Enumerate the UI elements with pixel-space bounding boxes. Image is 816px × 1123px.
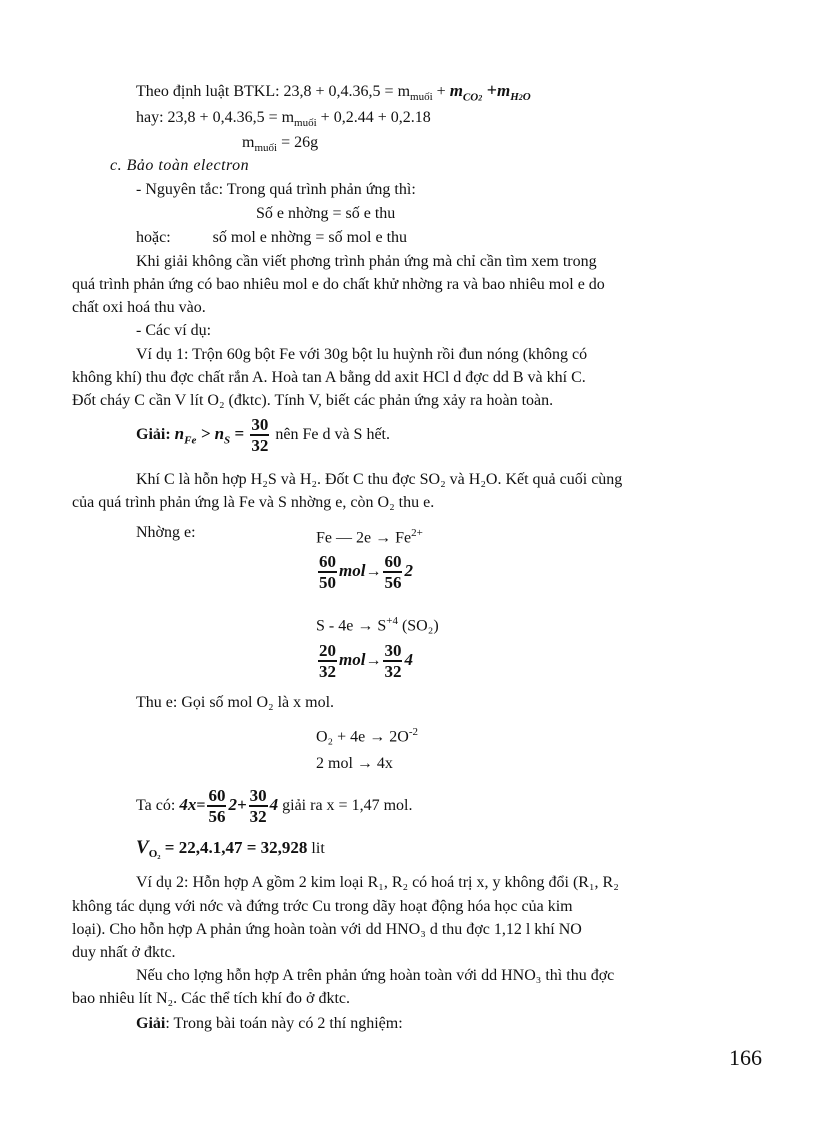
paragraph-line: Khi giải không cần viết phơng trình phản ứng mà chỉ cần tìm xem trong [136,253,597,270]
o2-half-reaction: $O_2 + 4e \to 2O^{-2}$ [316,726,418,746]
fe-mol-expression: $\frac{60}{50}$ mol→ $\frac{60}{56}$ 2 [319,552,413,593]
example2-line: không tác dụng với nớc và đứng trớc Cu trong dãy hoạt động hóa học của kim [72,898,573,915]
principle-line: - Nguyên tắc: Trong quá trình phản ứng thì: [136,181,416,198]
muoi-subscript: muối [294,117,317,130]
example1-line: Ví dụ 1: Trộn 60g bột Fe với 30g bột lu huỳnh rồi đun nóng (không có [136,346,588,363]
section-heading-bao-toan-electron: c. Bảo toàn electron [110,157,250,174]
donate-electron-label: Nhờng e: [136,524,196,541]
gas-c-line: của quá trình phản ứng là Fe và S nhờng e, còn O₂ thu e. [72,494,435,511]
m-co2: $m_{CO2}$ [449,81,483,104]
example2-line: duy nhất ở đktc. [72,944,176,961]
page-number: 166 [729,1045,762,1070]
examples-label: - Các ví dụ: [136,322,212,339]
electron-equality-1: Số e nhờng = số e thu [256,205,396,222]
receive-electron-line: Thu e: Gọi số mol O₂ là x mol. [136,694,335,711]
fraction: $\frac{30}{32}$ [251,415,269,456]
gas-c-line: Khí C là hỗn hợp H₂S và H₂. Đốt C thu đợc SO₂ và H₂O. Kết quả cuối cùng [136,471,623,488]
hay-tail: + 0,2.44 + 0,2.18 [316,109,431,126]
muoi-subscript: muối [410,91,433,104]
volume-o2-result: $V_{O_2} = 22,4.1,47 = 32,928$ lit [136,837,325,861]
hay-text: hay: 23,8 + 0,4.36,5 = m [136,109,295,126]
example1-line: không khí) thu đợc chất rắn A. Hoà tan A bằng dd axit HCl d đợc dd B và khí C. [72,369,586,386]
example2-line: Ví dụ 2: Hỗn hợp A gồm 2 kim loại R₁, R₂ có hoá trị x, y không đổi (R₁, R₂ [136,874,619,891]
btkl-equation-line: Theo định luật BTKL: $23,8 + 0,4.36,5 = m_{muối} + m_{CO2} +m_{H2O}$ [136,80,531,104]
solution-label: Giải: [136,426,171,443]
plus-sign: + [432,83,450,100]
hay-equation-line [136,108,431,133]
paragraph-line: quá trình phản ứng có bao nhiêu mol e do chất khử nhờng ra và bao nhiêu mol e do [72,276,605,293]
solution2-line: Giải: Trong bài toán này có 2 thí nghiệm: [136,1015,403,1032]
paragraph-line: chất oxi hoá thu vào. [72,299,206,316]
example1-line: Đốt cháy C cần V lít O₂ (đktc). Tính V, biết các phản ứng xảy ra hoàn toàn. [72,392,554,409]
electron-equality-2: hoặc: số mol e nhờng = số mol e thu [136,229,408,246]
example2-line: bao nhiêu lít N₂. Các thể tích khí đo ở đktc. [72,990,350,1007]
m-h2o: $m_{H2O}$ [496,81,531,104]
s-half-reaction: $S - 4e \to S^{+4}$ (SO₂) [316,615,439,635]
s-mol-expression: $\frac{20}{32}$ mol→ $\frac{30}{32}$ 4 [319,641,413,682]
fe-half-reaction: Fe — $2e \to Fe^{2+}$ [316,527,423,547]
m-muoi-result: $m_{muối} = 26g$ [242,134,319,155]
example2-line: Nếu cho lợng hỗn hợp A trên phản ứng hoàn toàn với dd HNO₃ thì thu đợc [136,967,615,984]
o2-mol-line: 2 mol → 4x [316,755,393,772]
btkl-text: Theo định luật BTKL: 23,8 + 0,4.36,5 = m [136,83,411,100]
example2-line: loại). Cho hỗn hợp A phản ứng hoàn toàn với dd HNO₃ d thu đợc 1,12 l khí NO [72,921,582,938]
electron-balance-equation: Ta có: 4x= $\frac{60}{56}$ 2+ $\frac{30}{32}$ 4 giải ra x = 1,47 mol. [136,786,413,827]
solution1-comparison: Giải: $n_{Fe} > n_S$ = $\frac{30}{32}$ nên Fe d và S hết. [136,415,390,456]
